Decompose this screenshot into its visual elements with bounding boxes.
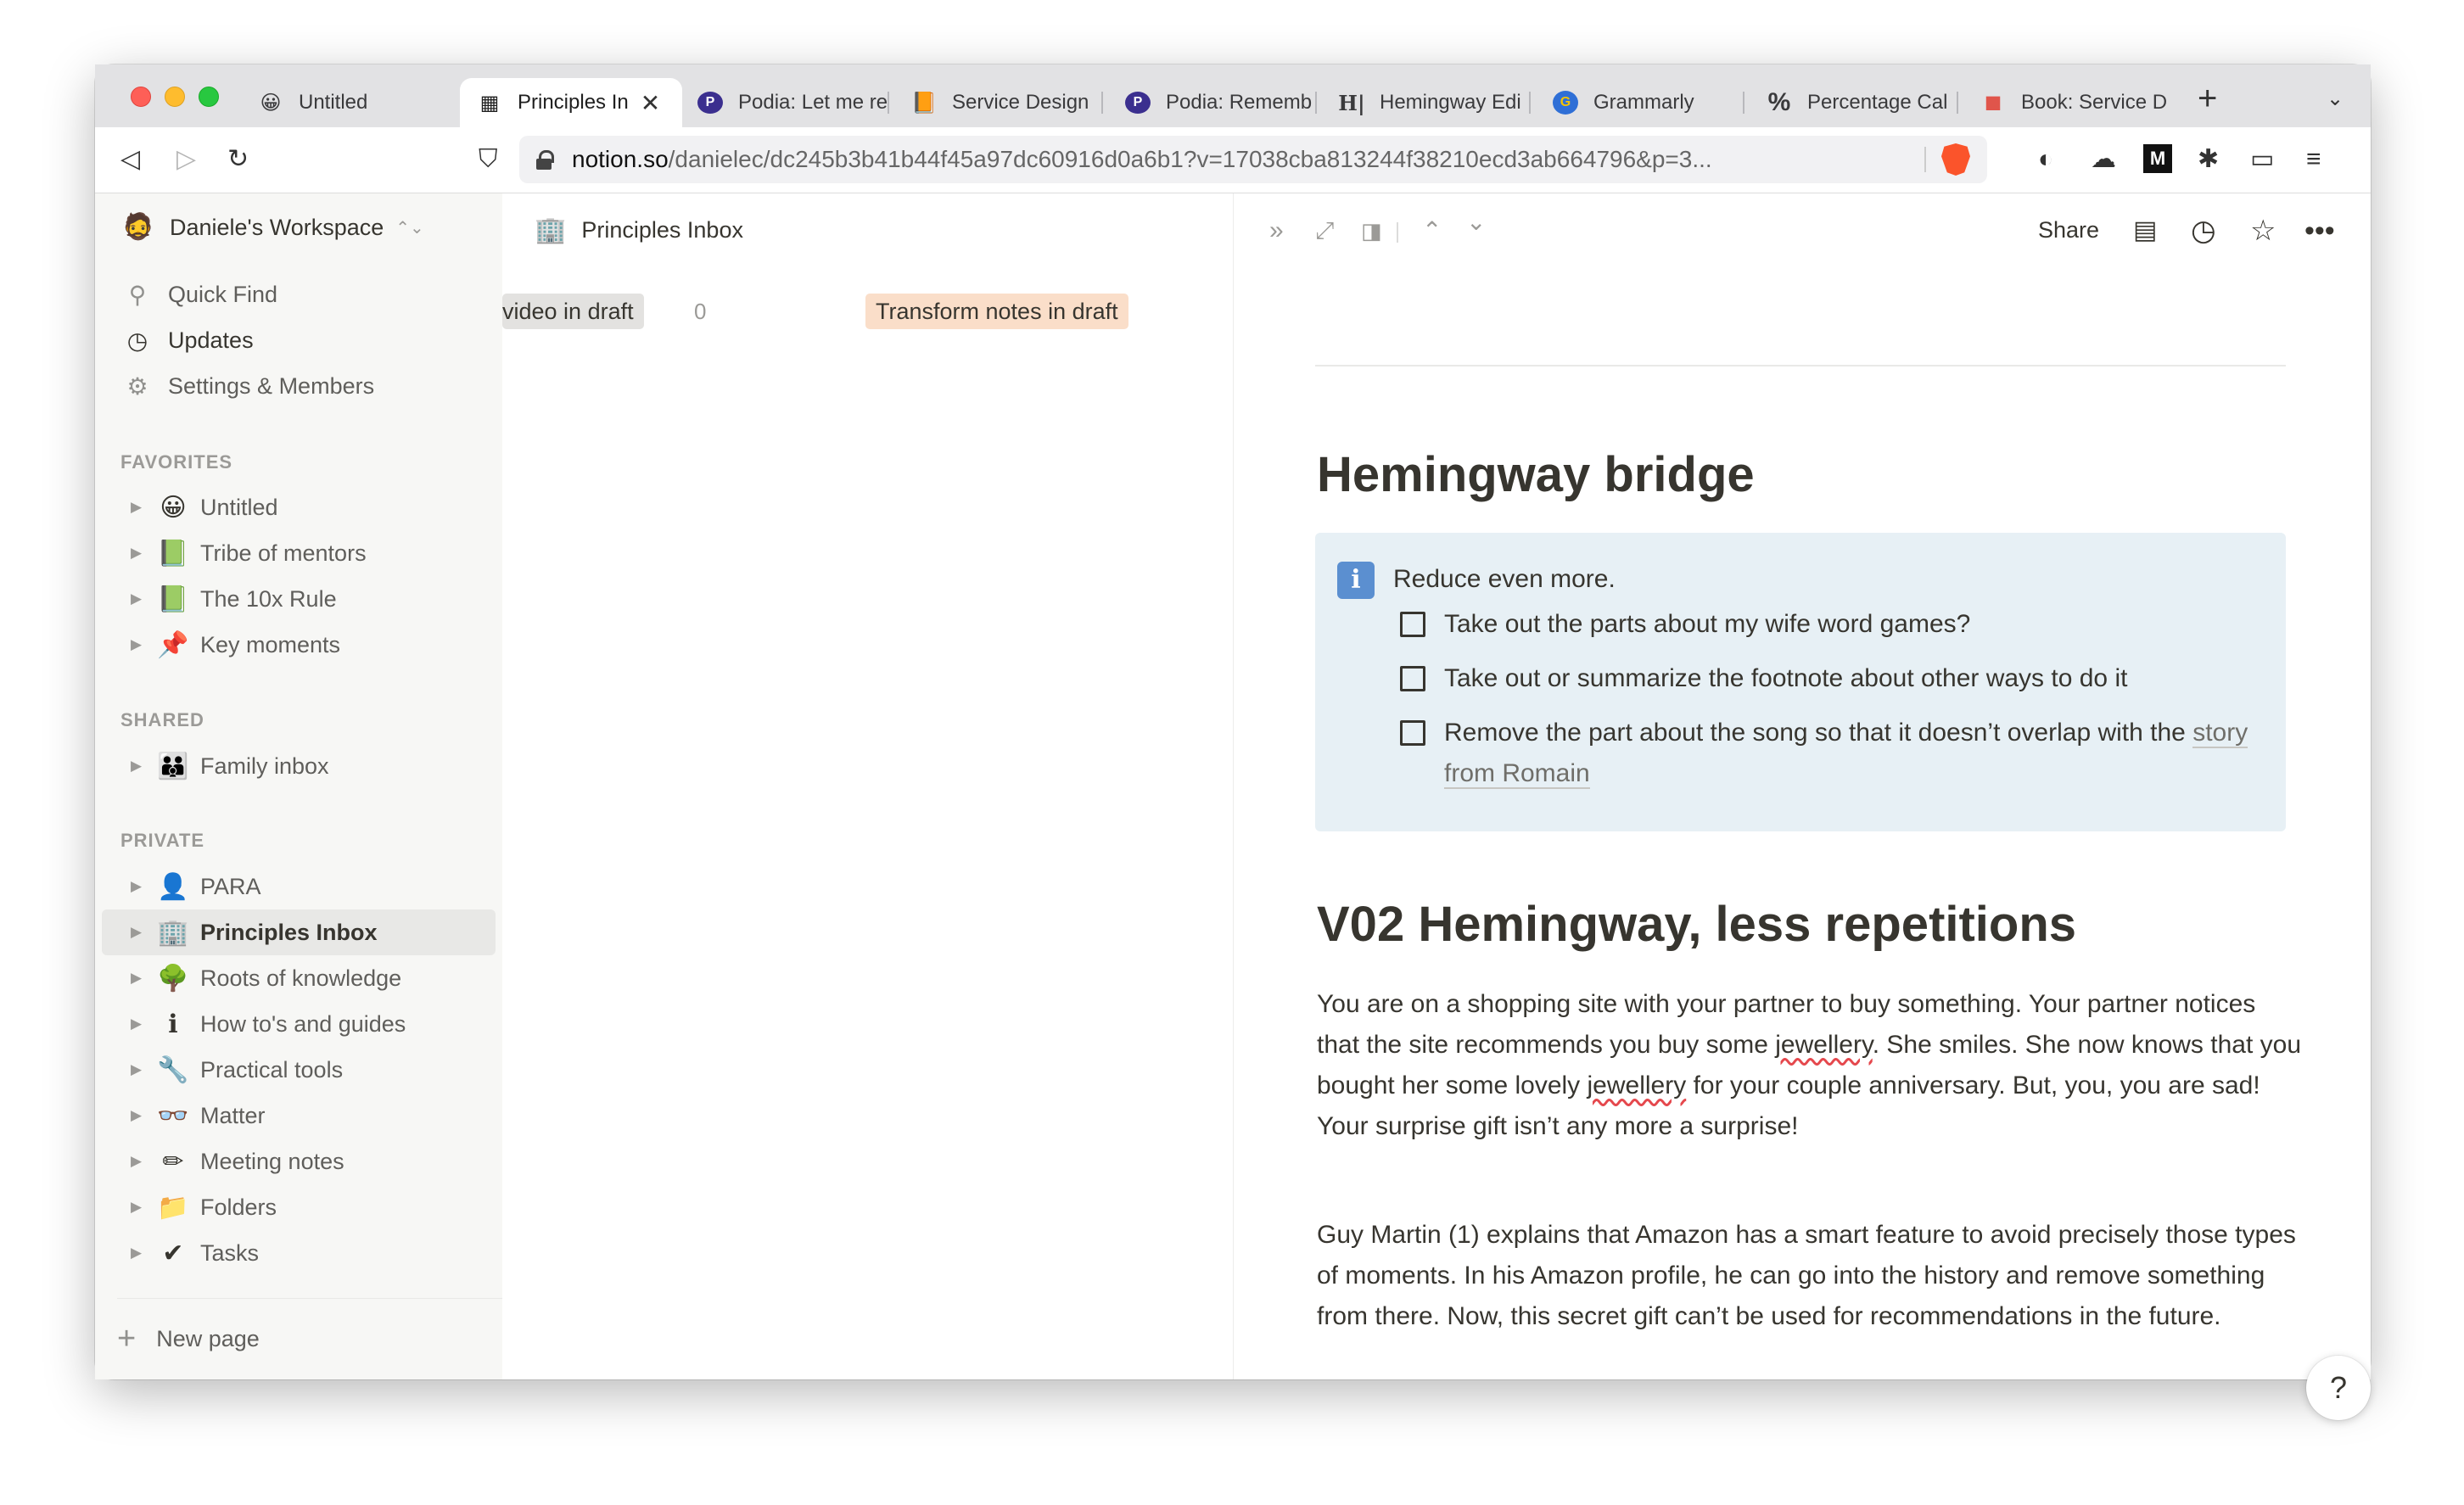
history-icon[interactable]: ◷ (2191, 215, 2216, 247)
avatar: 🧔 (122, 213, 154, 241)
board-title[interactable]: 🏢 Principles Inbox (535, 216, 743, 244)
heading-hemingway-bridge: Hemingway bridge (1317, 447, 1755, 502)
sidebar-item-10x-rule[interactable]: ▶ 📗 The 10x Rule (131, 585, 337, 613)
sidebar-item-tasks[interactable]: ▶ ✔ Tasks (131, 1239, 260, 1267)
folder-icon: 📁 (157, 1193, 189, 1222)
sidebar-item-matter[interactable]: ▶ 👓 Matter (131, 1101, 266, 1130)
sidebar-item-quick-find[interactable]: ⚲ Quick Find (95, 271, 502, 317)
expand-triangle-icon[interactable]: ▶ (131, 1061, 143, 1077)
callout-text: Reduce even more. (1393, 565, 1616, 593)
url-host: notion.so (572, 146, 669, 172)
sidebar-item-meeting-notes[interactable]: ▶ ✏ Meeting notes (131, 1147, 344, 1176)
extension-icon[interactable]: ◐ (2038, 145, 2054, 173)
tab-divider (1315, 92, 1317, 114)
board-view (502, 193, 1234, 1379)
gear-icon: ⚙ (126, 372, 148, 400)
zoom-window-button[interactable] (199, 87, 219, 107)
workspace-switcher[interactable] (122, 212, 424, 243)
page-peek (1234, 193, 2371, 1405)
tree-icon: 🌳 (157, 964, 189, 993)
group-label-video-in-draft[interactable]: video in draft (502, 294, 644, 329)
expand-triangle-icon[interactable]: ▶ (131, 1015, 143, 1032)
podia-icon: P (697, 92, 723, 114)
expand-triangle-icon[interactable]: ▶ (131, 1199, 143, 1215)
new-page-button[interactable]: + New page (117, 1298, 502, 1379)
back-icon[interactable]: ◁ (120, 145, 141, 173)
expand-triangle-icon[interactable]: ▶ (131, 1107, 143, 1123)
sidebar-item-practical-tools[interactable]: ▶ 🔧 Practical tools (131, 1055, 344, 1084)
sidebar-item-untitled[interactable]: ▶ 😀 Untitled (131, 493, 278, 522)
chevron-down-icon[interactable]: ⌄ (1466, 209, 1487, 235)
tab-hemingway-editor[interactable]: H| Hemingway Edi (1338, 90, 1521, 115)
address-bar[interactable] (519, 136, 1987, 183)
info-icon: ℹ (168, 1010, 178, 1038)
divider (1315, 365, 2286, 366)
book-cover-icon: ■ (1984, 86, 2002, 119)
sidebar-item-folders[interactable]: ▶ 📁 Folders (131, 1193, 277, 1222)
pencil-icon: ✏ (162, 1147, 184, 1176)
tab-principles-inbox[interactable]: ▦ Principles In ✕ (460, 78, 682, 127)
callout-block (1315, 533, 2286, 831)
chevron-up-icon[interactable]: ⌃ (1422, 217, 1442, 243)
pin-icon: 📌 (157, 630, 189, 659)
expand-triangle-icon[interactable]: ▶ (131, 636, 143, 652)
sidebar-item-how-tos[interactable]: ▶ ℹ How to's and guides (131, 1010, 406, 1038)
expand-triangle-icon[interactable]: ▶ (131, 590, 143, 607)
tab-untitled[interactable]: 😀 Untitled (241, 78, 546, 127)
side-peek-icon[interactable]: ◨ (1361, 218, 1382, 243)
emoji-icon: 😀 (260, 91, 282, 115)
page-link[interactable]: story from Romain (1444, 719, 2248, 787)
wallet-icon[interactable]: ▭ (2250, 145, 2275, 173)
minimize-window-button[interactable] (165, 87, 185, 107)
favorites-heading: FAVORITES (120, 451, 233, 473)
private-heading: PRIVATE (120, 830, 205, 851)
workspace-name: Daniele's Workspace (170, 214, 384, 240)
clock-icon: ◷ (126, 327, 148, 354)
comment-icon[interactable]: ▤ (2133, 216, 2158, 244)
percent-icon: % (1767, 88, 1791, 116)
expand-triangle-icon[interactable]: ▶ (131, 1245, 143, 1261)
browser-window (95, 64, 2371, 1405)
building-icon: ▦ (479, 91, 500, 115)
forward-icon[interactable]: ▷ (176, 145, 197, 173)
expand-triangle-icon[interactable]: ▶ (131, 878, 143, 894)
spelling-flag: jewellery (1587, 1071, 1687, 1099)
tab-list-chevron-icon[interactable]: ⌄ (2327, 87, 2344, 110)
checkbox[interactable] (1400, 612, 1425, 637)
paragraph: You are on a shopping site with your partner to buy something. Your partner notices that the site recommends you buy some jewellery. She smiles. She now knows that you bought her some lovely jewellery for your couple anniversary. But, you, you are sad! Your surprise gift isn’t any more a surprise! (1317, 990, 2302, 1140)
share-button[interactable]: Share (2038, 217, 2100, 243)
more-icon[interactable]: ••• (2304, 215, 2335, 247)
expand-triangle-icon[interactable]: ▶ (131, 970, 143, 986)
shared-heading: SHARED (120, 709, 204, 730)
tab-divider (1957, 92, 1958, 114)
expand-triangle-icon[interactable]: ▶ (131, 758, 143, 774)
search-icon: ⚲ (128, 281, 147, 308)
chevron-updown-icon: ⌃⌄ (395, 218, 424, 238)
m-extension-icon[interactable]: M (2143, 144, 2172, 173)
family-icon: 👪 (157, 752, 189, 780)
tab-divider (1743, 92, 1744, 114)
close-tab-icon[interactable]: ✕ (640, 89, 661, 116)
emoji-icon: 😀 (160, 493, 187, 522)
expand-triangle-icon[interactable]: ▶ (131, 545, 143, 561)
book-icon: 📙 (911, 91, 937, 115)
toolbar-divider (1397, 222, 1398, 243)
plus-icon: + (117, 1321, 137, 1357)
bookmark-icon[interactable]: ⛉ (479, 145, 498, 173)
expand-icon[interactable]: ⤢ (1315, 217, 1335, 243)
checkbox[interactable] (1400, 666, 1425, 691)
close-peek-icon[interactable]: » (1269, 216, 1284, 244)
expand-triangle-icon[interactable]: ▶ (131, 924, 143, 940)
group-count: 0 (694, 299, 707, 324)
sidebar-item-family-inbox[interactable]: ▶ 👪 Family inbox (131, 752, 329, 780)
tab-service-design[interactable]: 📙 Service Design (911, 91, 1089, 115)
sidebar-item-key-moments[interactable]: ▶ 📌 Key moments (131, 630, 341, 659)
hemingway-icon: H| (1338, 90, 1365, 115)
expand-triangle-icon[interactable]: ▶ (131, 499, 143, 515)
tab-percentage-calculator[interactable]: % Percentage Cal (1767, 88, 1948, 116)
wrench-icon: 🔧 (157, 1055, 189, 1084)
sidebar-item-updates[interactable]: ◷ Updates (95, 317, 502, 363)
browser-toolbar (95, 127, 2371, 193)
checkbox[interactable] (1400, 720, 1425, 746)
green-book-icon: 📗 (157, 585, 189, 613)
brave-shield-icon[interactable] (1941, 143, 1970, 176)
todo-item: Remove the part about the song so that it doesn’t overlap with the story from Romain (1400, 713, 2265, 794)
tab-divider (888, 92, 889, 114)
podia-icon: P (1125, 92, 1151, 114)
new-tab-icon[interactable]: + (2198, 80, 2218, 117)
tab-grammarly[interactable]: G Grammarly (1536, 78, 1750, 127)
sidebar-item-settings[interactable]: ⚙ Settings & Members (95, 363, 502, 409)
green-book-icon: 📗 (157, 539, 189, 568)
peek-toolbar (1234, 193, 2371, 270)
checkmark-circle-icon: ✔ (162, 1239, 184, 1267)
expand-triangle-icon[interactable]: ▶ (131, 1153, 143, 1169)
heading-v02: V02 Hemingway, less repetitions (1317, 897, 2077, 952)
sidebar-item-tribe-of-mentors[interactable]: ▶ 📗 Tribe of mentors (131, 539, 367, 568)
sidebar-item-para[interactable]: ▶ 👤 PARA (131, 872, 261, 901)
todo-item: Take out the parts about my wife word games? (1400, 604, 2265, 645)
tab-book-service-design[interactable]: ■ Book: Service D (1963, 78, 2177, 127)
grammarly-icon: G (1553, 91, 1578, 115)
star-icon[interactable]: ☆ (2250, 215, 2276, 247)
help-button[interactable]: ? (2306, 1356, 2371, 1420)
tab-podia-remember[interactable]: P Podia: Rememb (1108, 78, 1322, 127)
sidebar-item-roots-of-knowledge[interactable]: ▶ 🌳 Roots of knowledge (131, 964, 402, 993)
reload-icon[interactable]: ↻ (227, 145, 249, 173)
tab-bar (95, 64, 2371, 127)
building-icon: 🏢 (535, 216, 567, 244)
close-window-button[interactable] (131, 87, 151, 107)
lock-icon (536, 150, 552, 169)
person-icon: 👤 (157, 872, 189, 901)
tab-divider (1101, 92, 1103, 114)
spelling-flag: jewellery (1775, 1031, 1873, 1059)
info-icon: i (1337, 562, 1375, 599)
url-divider (1924, 147, 1926, 172)
group-label-transform-notes[interactable]: Transform notes in draft (865, 294, 1128, 329)
glasses-icon: 👓 (157, 1101, 189, 1130)
tab-divider (1529, 92, 1531, 114)
paragraph: Guy Martin (1) explains that Amazon has a smart feature to avoid precisely those types of moments. In his Amazon profile, he can go into the history and remove something from there. Now, this secret gift can’t be used for recommendations in the future. (1317, 1221, 2296, 1330)
menu-icon[interactable]: ≡ (2306, 145, 2321, 173)
sidebar-item-principles-inbox[interactable]: ▶ 🏢 Principles Inbox (102, 909, 496, 955)
cloud-icon[interactable]: ☁ (2091, 145, 2116, 173)
todo-item: Take out or summarize the footnote about other ways to do it (1400, 658, 2265, 699)
puzzle-icon[interactable]: ✱ (2198, 145, 2220, 173)
building-icon: 🏢 (157, 918, 189, 947)
url-path: /danielec/dc245b3b41b44f45a97dc60916d0a6b1?v=17038cba813244f38210ecd3ab664796&p=3... (668, 146, 1712, 172)
sidebar (95, 193, 502, 1379)
tab-podia-let-me[interactable]: P Podia: Let me re (680, 78, 894, 127)
